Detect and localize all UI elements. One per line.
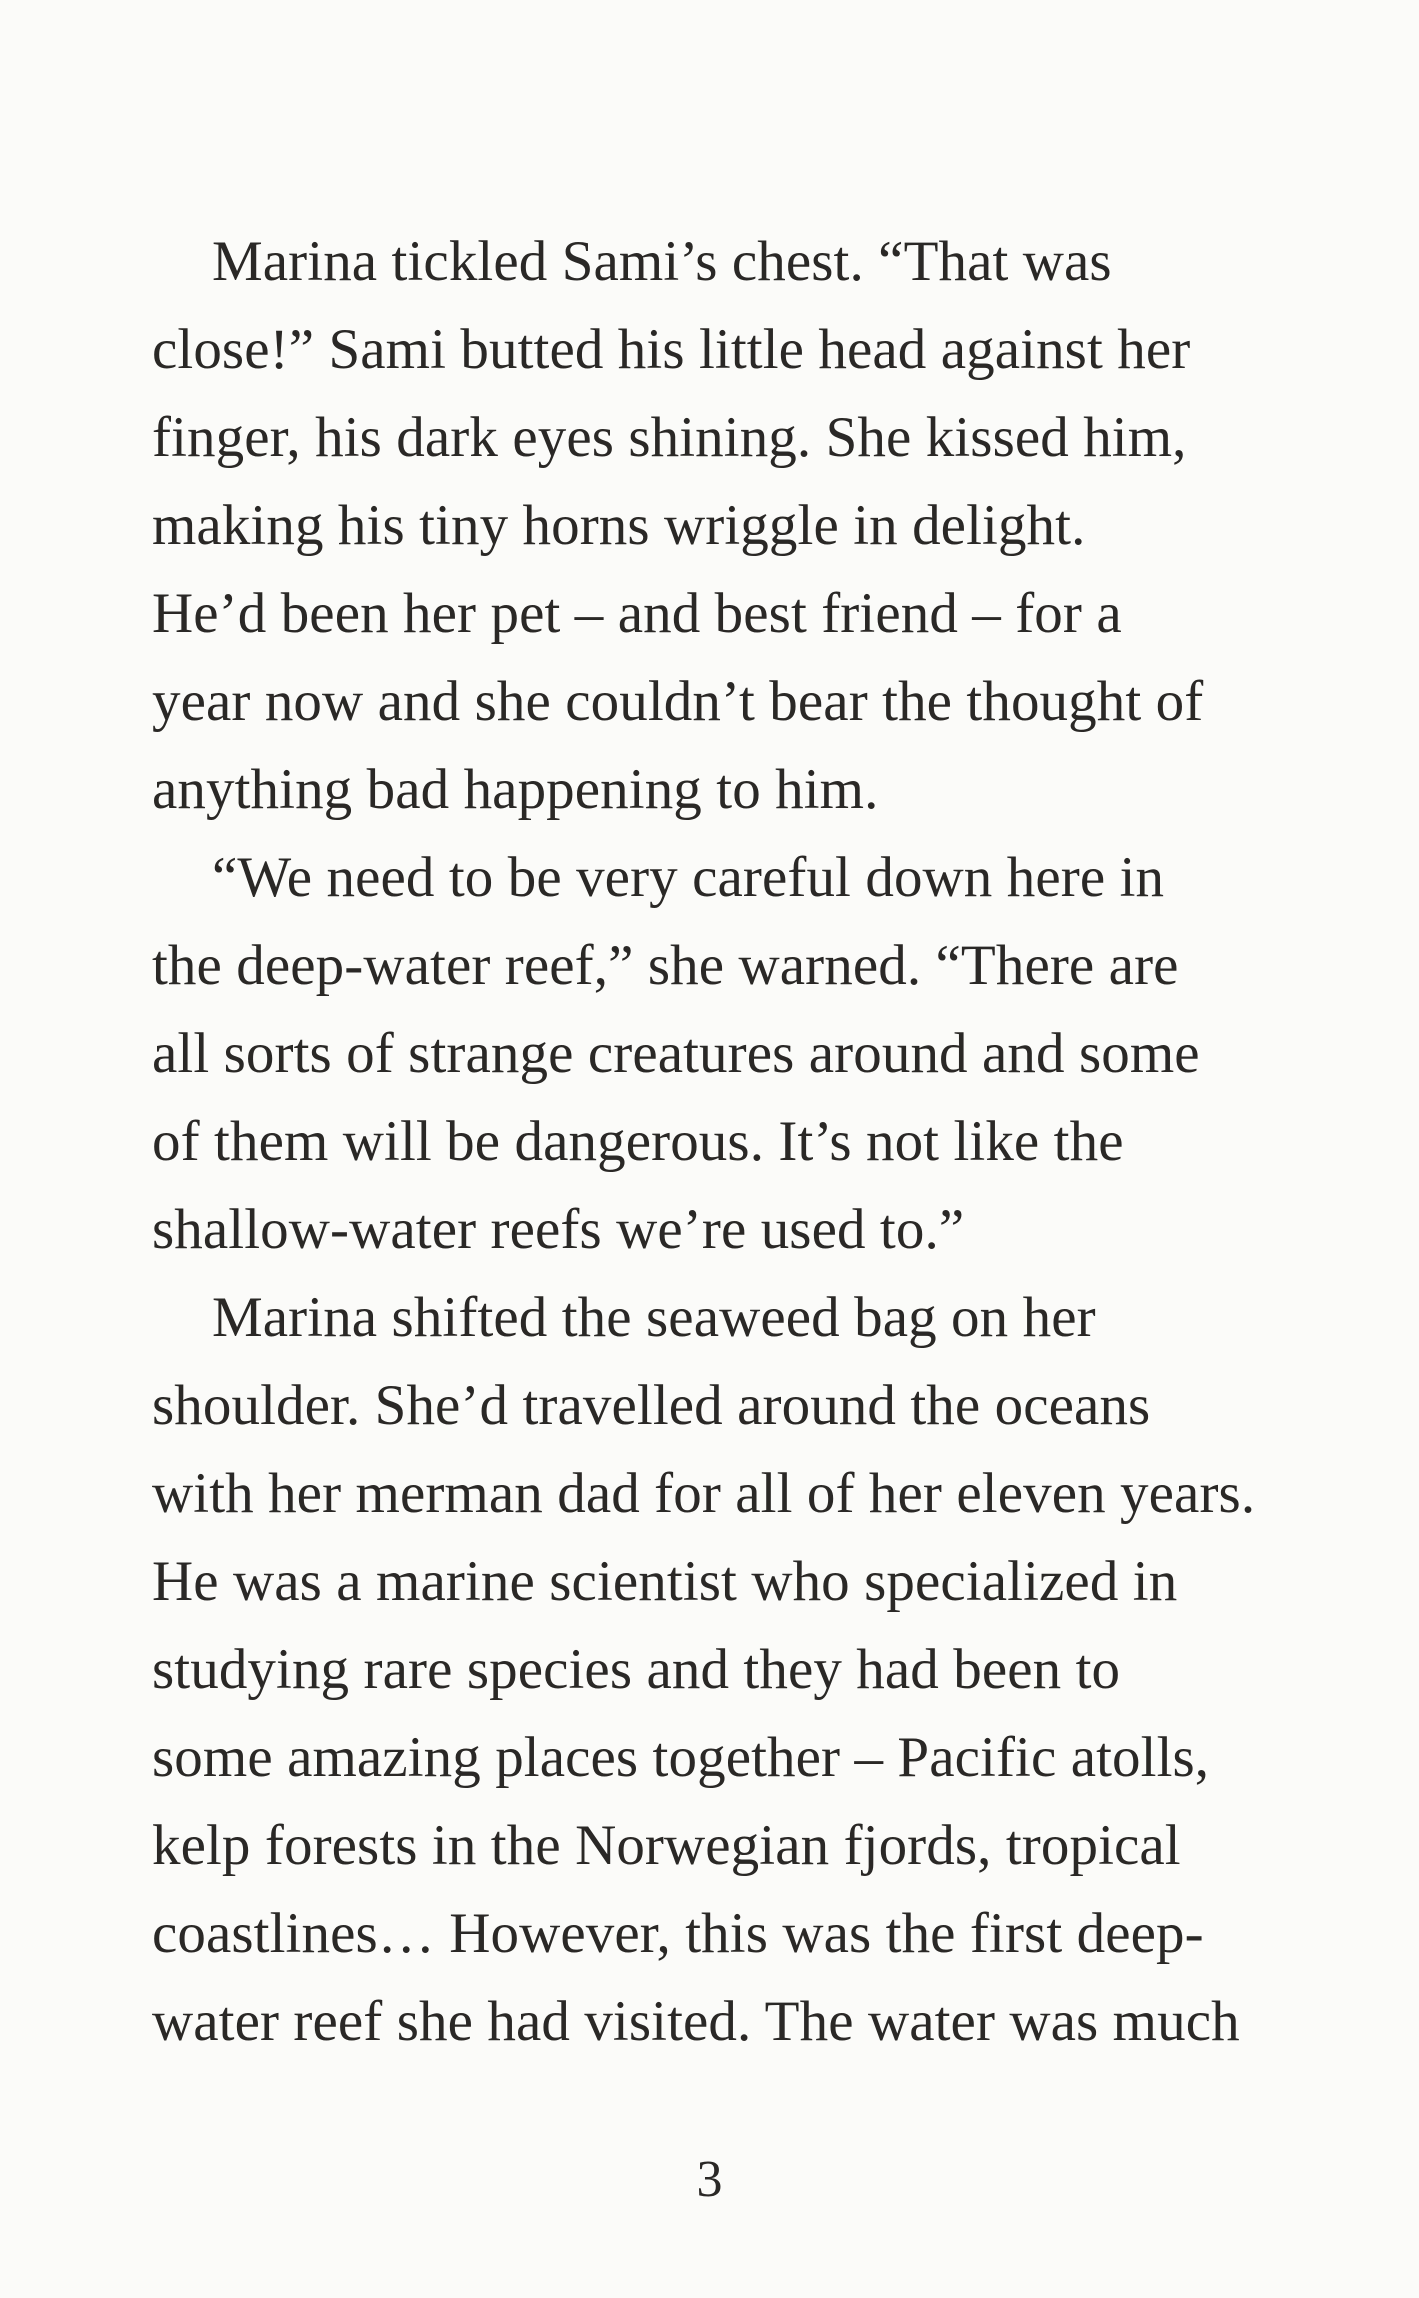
text-line: “We need to be very careful down here in [212, 846, 1165, 909]
body-text [152, 218, 1277, 2066]
paragraph-2 [152, 834, 1277, 1274]
text-line: shallow-water reefs we’re used to.” [152, 1198, 965, 1261]
text-line: finger, his dark eyes shining. She kissed him, [152, 406, 1187, 469]
text-line: close!” Sami butted his little head against her [152, 318, 1191, 381]
text-line: Marina shifted the seaweed bag on her [212, 1286, 1096, 1349]
text-line: studying rare species and they had been to [152, 1638, 1121, 1701]
text-line: water reef she had visited. The water was much [152, 1990, 1240, 2053]
paragraph-1 [152, 218, 1277, 834]
text-line: of them will be dangerous. It’s not like the [152, 1110, 1124, 1173]
text-line: anything bad happening to him. [152, 758, 879, 821]
text-line: year now and she couldn’t bear the thought of [152, 670, 1204, 733]
text-line: with her merman dad for all of her eleven years. [152, 1462, 1256, 1525]
text-line: Marina tickled Sami’s chest. “That was [212, 230, 1112, 293]
text-line: He’d been her pet – and best friend – for a [152, 582, 1122, 645]
paragraph-3 [152, 1274, 1277, 2066]
text-line: He was a marine scientist who specialized in [152, 1550, 1178, 1613]
page-number: 3 [696, 2151, 723, 2208]
text-line: some amazing places together – Pacific atolls, [152, 1726, 1210, 1789]
text-line: kelp forests in the Norwegian fjords, tropical [152, 1814, 1181, 1877]
text-line: the deep-water reef,” she warned. “There are [152, 934, 1179, 997]
text-line: making his tiny horns wriggle in delight. [152, 494, 1086, 557]
text-line: shoulder. She’d travelled around the oceans [152, 1374, 1151, 1437]
text-line: all sorts of strange creatures around and some [152, 1022, 1200, 1085]
text-line: coastlines… However, this was the first deep- [152, 1902, 1204, 1965]
